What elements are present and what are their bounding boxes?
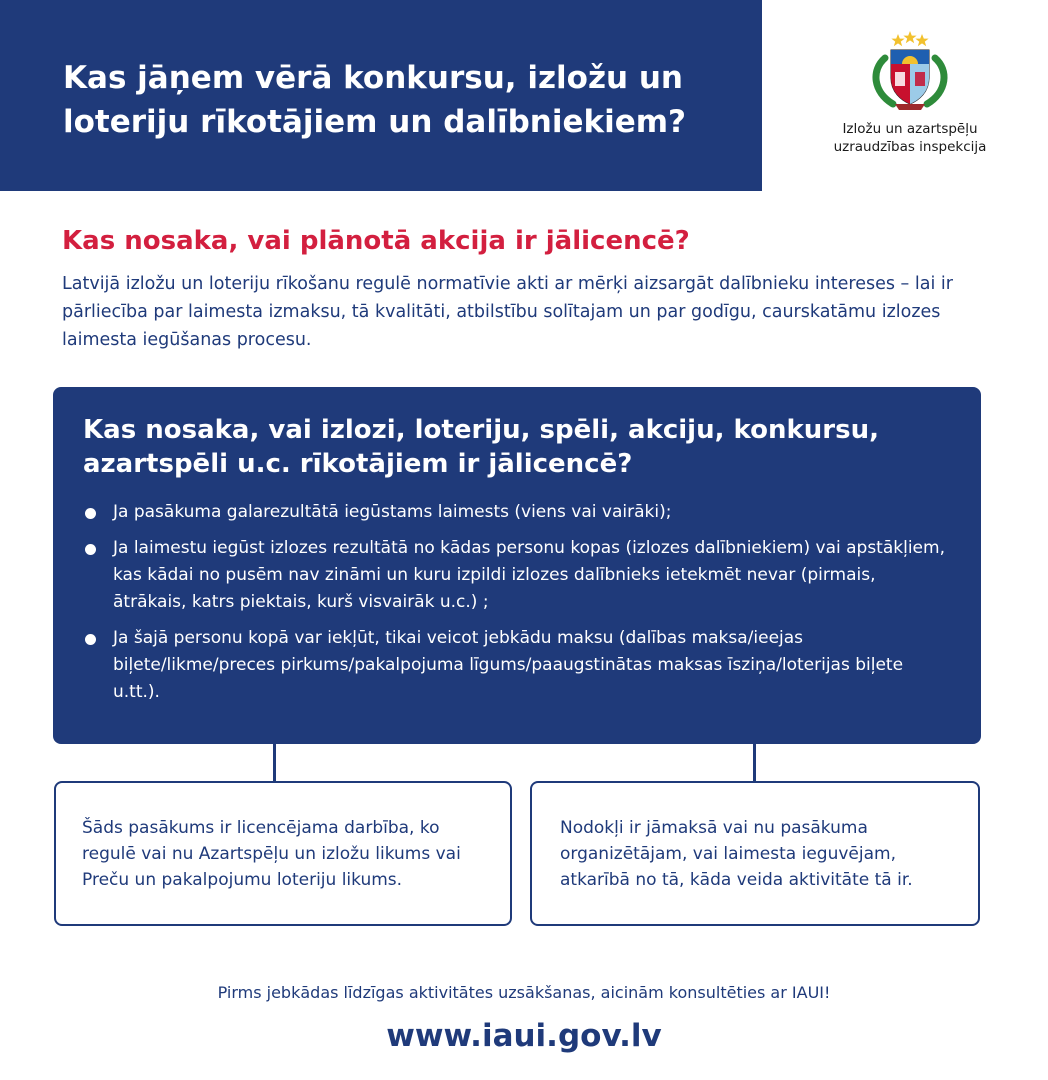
bullet-icon [85,508,96,519]
licensing-card [54,781,512,926]
intro-paragraph: Latvijā izložu un loteriju rīkošanu regulē normatīvie akti ar mērķi aizsargāt dalībnieku intereses – lai ir pārliecība par laimesta izmaksu, tā kvalitāti, atbilstību solītajam un par godīgu, caurskatāmu izlozes laimesta iegūšanas procesu. [62,274,953,350]
criteria-heading: Kas nosaka, vai izlozi, loteriju, spēli, akciju, konkursu, azartspēli u.c. rīkotājiem ir jālicencē? [83,415,879,479]
header-banner [0,0,762,191]
logo-line-1: Izložu un azartspēļu [842,121,978,137]
list-item-text: Ja šajā personu kopā var iekļūt, tikai veicot jebkādu maksu (dalības maksa/ieejas biļete/likme/preces pirkums/pakalpojuma līgums/paaugstinātas maksas īsziņa/loterijas biļete u.tt.). [113,628,904,702]
website-link[interactable]: www.iaui.gov.lv [386,1018,662,1054]
bullet-icon [85,634,96,645]
taxes-card [530,781,980,926]
page-title: Kas jāņem vērā konkursu, izložu un loteriju rīkotājiem un dalībniekiem? [63,60,687,140]
criteria-box [53,387,981,744]
footer-note: Pirms jebkādas līdzīgas aktivitātes uzsākšanas, aicinām konsultēties ar IAUI! [217,983,831,1002]
criteria-list [83,499,951,706]
licensing-card-text: Šāds pasākums ir licencējama darbība, ko regulē vai nu Azartspēļu un izložu likums vai Preču un pakalpojumu loteriju likums. [82,817,461,890]
section-heading: Kas nosaka, vai plānotā akcija ir jālicencē? [62,226,690,256]
connector-line-right [753,744,756,781]
latvia-coat-of-arms-icon [865,30,955,112]
logo [820,30,1000,156]
list-item [83,625,951,706]
bullet-icon [85,544,96,555]
connector-line-left [273,744,276,781]
list-item [83,499,951,526]
logo-line-2: uzraudzības inspekcija [833,139,987,155]
taxes-card-text: Nodokļi ir jāmaksā vai nu pasākuma organizētājam, vai laimesta ieguvējam, atkarībā no tā, kāda veida aktivitāte tā ir. [560,817,913,890]
list-item [83,535,951,616]
list-item-text: Ja pasākuma galarezultātā iegūstams laimests (viens vai vairāki); [113,502,672,522]
list-item-text: Ja laimestu iegūst izlozes rezultātā no kādas personu kopas (izlozes dalībniekiem) vai apstākļiem, kas kādai no pusēm nav zināmi un kuru izpildi izlozes dalībnieks ietekmēt nevar (pirmais, ātrākais, katrs piektais, kurš visvairāk u.c.) ; [113,538,945,612]
